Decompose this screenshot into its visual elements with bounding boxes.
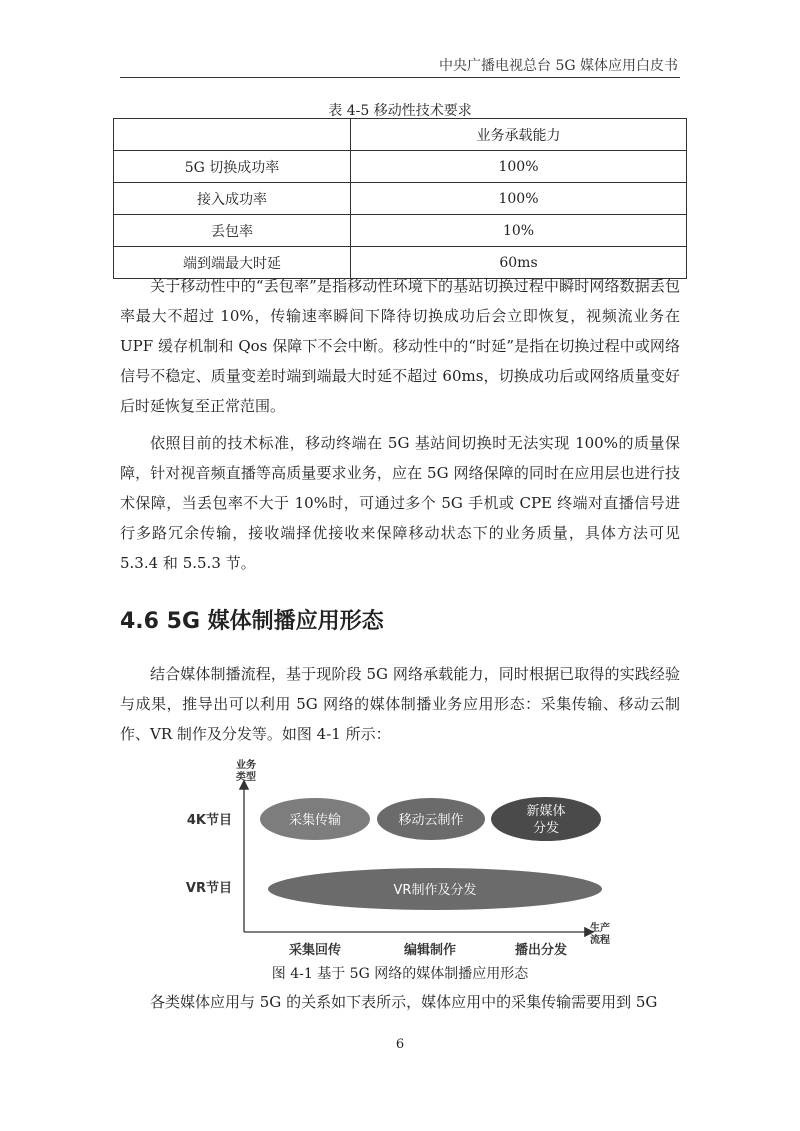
column-label-capture: 采集回传 xyxy=(288,943,342,958)
table-row xyxy=(114,215,687,247)
paragraph-tech-standard: 依照目前的技术标准，移动终端在 5G 基站间切换时无法实现 100%的质量保障，针对视音频直播等高质量要求业务，应在 5G 网络保障的同时在应用层也进行技术保障，当丢包率不大于 10%时，可通过多个 5G 手机或 CPE 终端对直播信号进行多路冗余传输，接收端择优接收来保障移动状态下的业务质量，具体方法可见 5.3.4 和 5.5.3 节。 xyxy=(120,434,680,572)
table-cell: 端到端最大时延 xyxy=(114,247,351,279)
x-axis-label-line1: 生产 xyxy=(590,923,610,934)
figure-caption: 图 4-1 基于 5G 网络的媒体制播应用形态 xyxy=(271,966,529,982)
y-axis-label-line2: 类型 xyxy=(236,772,256,783)
oval-label-capture: 采集传输 xyxy=(288,813,342,828)
table-cell: 100% xyxy=(351,151,687,183)
oval-label-mobile-cloud: 移动云制作 xyxy=(398,813,464,828)
table-cell: 丢包率 xyxy=(114,215,351,247)
table-header-cell: 业务承载能力 xyxy=(351,119,687,151)
section-heading: 4.6 5G 媒体制播应用形态 xyxy=(120,609,384,634)
page-number: 6 xyxy=(395,1037,405,1052)
oval-label-vr: VR制作及分发 xyxy=(393,883,477,898)
mobility-requirements-table xyxy=(113,118,687,279)
table-row xyxy=(114,151,687,183)
figure-diagram xyxy=(180,758,620,963)
table-cell: 60ms xyxy=(351,247,687,279)
paragraph-media-relations: 各类媒体应用与 5G 的关系如下表所示，媒体应用中的采集传输需要用到 5G xyxy=(150,993,658,1011)
paragraph-packet-loss: 关于移动性中的“丢包率”是指移动性环境下的基站切换过程中瞬时网络数据丢包率最大不超过 10%，传输速率瞬间下降待切换成功后会立即恢复，视频流业务在 UPF 缓存机制和 Qos 保障下不会中断。移动性中的“时延”是指在切换过程中或网络信号不稳定、质量变差时端到端最大时延不超过 60ms，切换成功后或网络质量变好后时延恢复至正常范围。 xyxy=(120,277,680,415)
oval-label-new-media-1: 新媒体 xyxy=(526,804,566,819)
header-divider xyxy=(120,77,680,78)
diagram-svg xyxy=(180,758,620,963)
table-caption: 表 4-5 移动性技术要求 xyxy=(328,103,472,119)
y-axis-label-line1: 业务 xyxy=(236,760,256,771)
row-label-4k: 4K节目 xyxy=(186,813,232,828)
x-axis-label-line2: 流程 xyxy=(590,935,610,946)
column-label-editing: 编辑制作 xyxy=(403,943,457,958)
row-label-vr: VR节目 xyxy=(185,881,232,896)
table-header-cell xyxy=(114,119,351,151)
column-label-broadcast: 播出分发 xyxy=(514,943,568,958)
paragraph-forms-intro: 结合媒体制播流程，基于现阶段 5G 网络承载能力，同时根据已取得的实践经验与成果，推导出可以利用 5G 网络的媒体制播业务应用形态：采集传输、移动云制作、VR 制作及分发等。如图 4-1 所示： xyxy=(120,665,680,743)
oval-label-new-media-2: 分发 xyxy=(532,821,560,836)
table-cell: 10% xyxy=(351,215,687,247)
table-header-row xyxy=(114,119,687,151)
table-cell: 5G 切换成功率 xyxy=(114,151,351,183)
table-cell: 接入成功率 xyxy=(114,183,351,215)
table-cell: 100% xyxy=(351,183,687,215)
table-row xyxy=(114,183,687,215)
header-title: 中央广播电视总台 5G 媒体应用白皮书 xyxy=(439,58,678,74)
